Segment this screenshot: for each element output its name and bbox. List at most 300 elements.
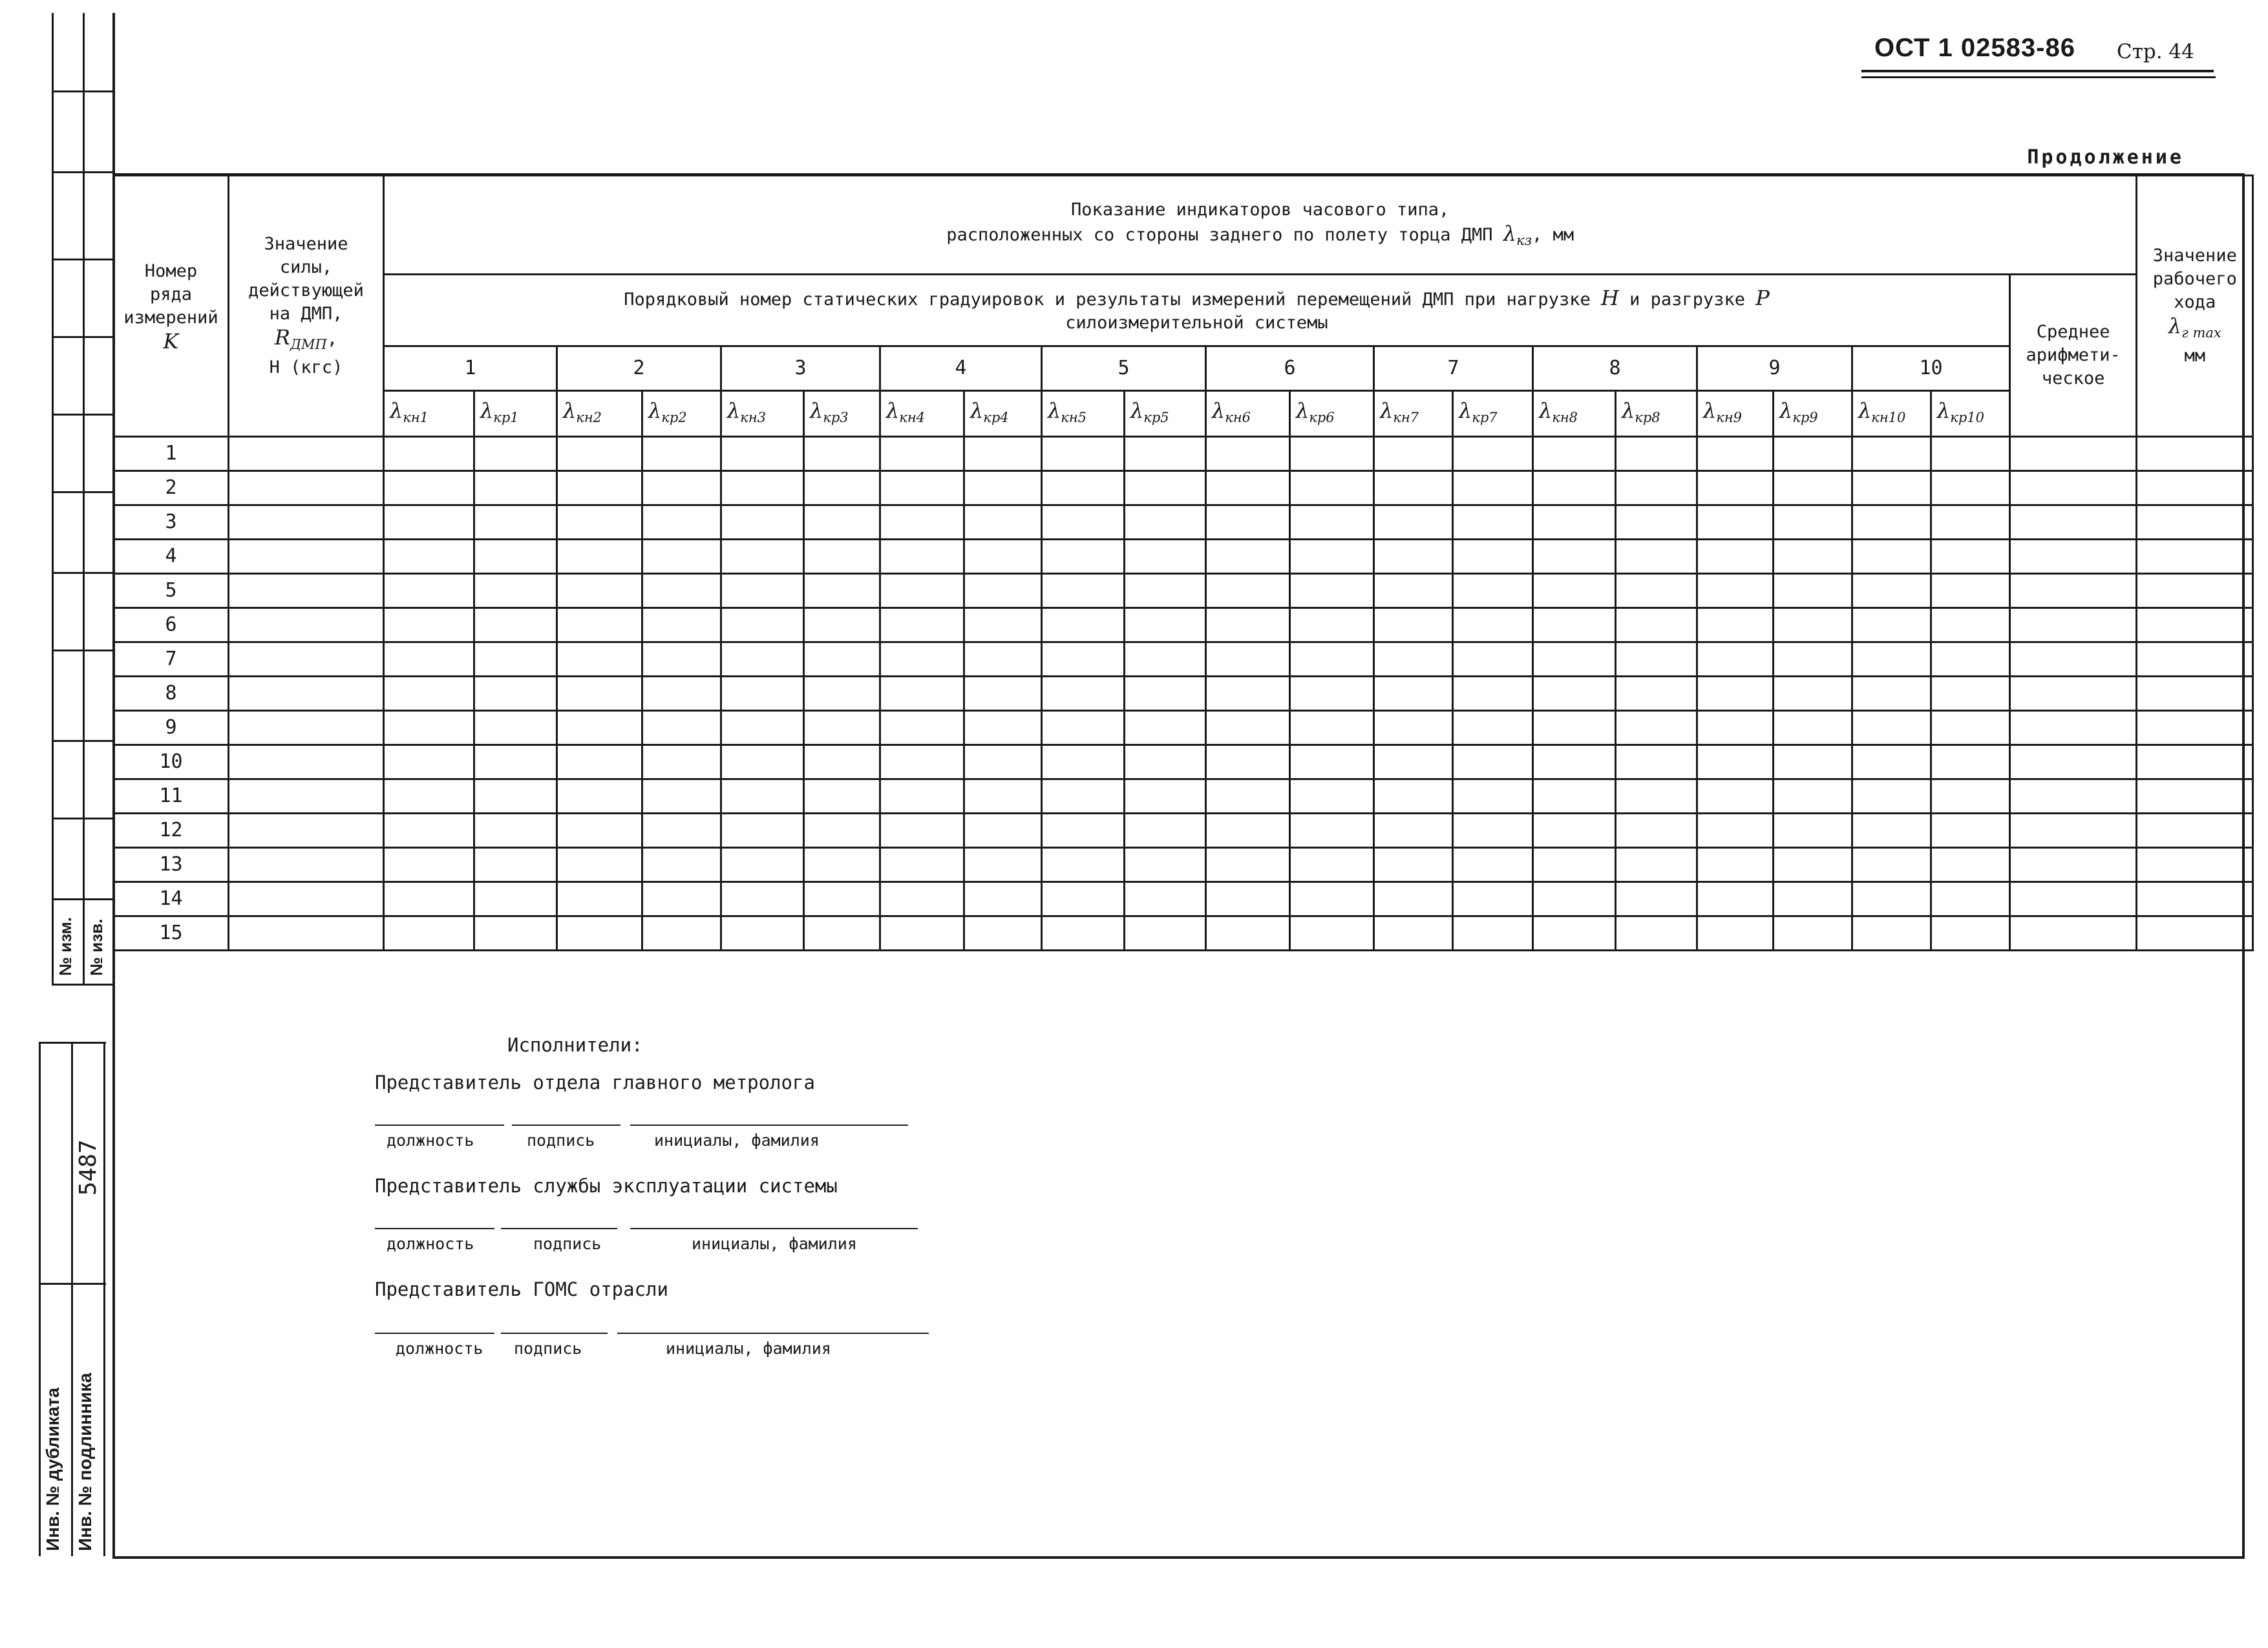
value-cell[interactable] [474, 779, 557, 814]
value-cell[interactable] [1533, 916, 1616, 951]
value-cell[interactable] [557, 745, 642, 779]
value-cell[interactable] [1616, 642, 1697, 677]
value-cell[interactable] [1125, 848, 1206, 882]
value-cell[interactable] [229, 711, 384, 745]
value-cell[interactable] [1697, 677, 1774, 711]
value-cell[interactable] [2010, 437, 2137, 471]
value-cell[interactable] [557, 882, 642, 916]
value-cell[interactable] [642, 848, 721, 882]
value-cell[interactable] [964, 779, 1042, 814]
value-cell[interactable] [1042, 505, 1125, 540]
value-cell[interactable] [557, 437, 642, 471]
value-cell[interactable] [1042, 574, 1125, 608]
value-cell[interactable] [1374, 677, 1453, 711]
value-cell[interactable] [2010, 882, 2137, 916]
value-cell[interactable] [1453, 916, 1533, 951]
value-cell[interactable] [642, 814, 721, 848]
value-cell[interactable] [1697, 916, 1774, 951]
value-cell[interactable] [1931, 779, 2010, 814]
value-cell[interactable] [1290, 608, 1374, 642]
value-cell[interactable] [721, 916, 804, 951]
value-cell[interactable] [1290, 642, 1374, 677]
value-cell[interactable] [1374, 642, 1453, 677]
value-cell[interactable] [964, 711, 1042, 745]
value-cell[interactable] [557, 608, 642, 642]
value-cell[interactable] [642, 711, 721, 745]
value-cell[interactable] [804, 505, 880, 540]
value-cell[interactable] [1931, 471, 2010, 505]
value-cell[interactable] [880, 916, 964, 951]
value-cell[interactable] [474, 882, 557, 916]
value-cell[interactable] [1697, 437, 1774, 471]
value-cell[interactable] [474, 848, 557, 882]
value-cell[interactable] [1697, 711, 1774, 745]
value-cell[interactable] [2010, 540, 2137, 574]
value-cell[interactable] [880, 814, 964, 848]
value-cell[interactable] [1533, 471, 1616, 505]
value-cell[interactable] [642, 779, 721, 814]
value-cell[interactable] [1042, 711, 1125, 745]
value-cell[interactable] [1616, 916, 1697, 951]
value-cell[interactable] [1697, 540, 1774, 574]
value-cell[interactable] [1453, 574, 1533, 608]
value-cell[interactable] [1697, 882, 1774, 916]
value-cell[interactable] [474, 711, 557, 745]
value-cell[interactable] [474, 574, 557, 608]
value-cell[interactable] [964, 505, 1042, 540]
value-cell[interactable] [1774, 814, 1852, 848]
value-cell[interactable] [804, 814, 880, 848]
value-cell[interactable] [1453, 814, 1533, 848]
value-cell[interactable] [1042, 779, 1125, 814]
value-cell[interactable] [1616, 505, 1697, 540]
value-cell[interactable] [1374, 745, 1453, 779]
value-cell[interactable] [557, 471, 642, 505]
value-cell[interactable] [229, 882, 384, 916]
value-cell[interactable] [1697, 505, 1774, 540]
value-cell[interactable] [880, 505, 964, 540]
value-cell[interactable] [557, 848, 642, 882]
value-cell[interactable] [1290, 745, 1374, 779]
value-cell[interactable] [557, 505, 642, 540]
value-cell[interactable] [804, 642, 880, 677]
value-cell[interactable] [557, 779, 642, 814]
value-cell[interactable] [964, 745, 1042, 779]
value-cell[interactable] [1453, 505, 1533, 540]
value-cell[interactable] [384, 642, 474, 677]
value-cell[interactable] [721, 677, 804, 711]
value-cell[interactable] [804, 677, 880, 711]
value-cell[interactable] [721, 540, 804, 574]
value-cell[interactable] [1697, 471, 1774, 505]
value-cell[interactable] [229, 642, 384, 677]
value-cell[interactable] [229, 437, 384, 471]
value-cell[interactable] [2137, 437, 2253, 471]
value-cell[interactable] [964, 642, 1042, 677]
value-cell[interactable] [2137, 574, 2253, 608]
value-cell[interactable] [1453, 471, 1533, 505]
value-cell[interactable] [880, 745, 964, 779]
value-cell[interactable] [880, 608, 964, 642]
value-cell[interactable] [1852, 814, 1931, 848]
value-cell[interactable] [2137, 505, 2253, 540]
value-cell[interactable] [1453, 745, 1533, 779]
value-cell[interactable] [1697, 814, 1774, 848]
value-cell[interactable] [1290, 540, 1374, 574]
value-cell[interactable] [1774, 882, 1852, 916]
value-cell[interactable] [1206, 848, 1290, 882]
value-cell[interactable] [1206, 779, 1290, 814]
value-cell[interactable] [1931, 848, 2010, 882]
value-cell[interactable] [1206, 882, 1290, 916]
value-cell[interactable] [1616, 677, 1697, 711]
value-cell[interactable] [880, 574, 964, 608]
value-cell[interactable] [1125, 745, 1206, 779]
value-cell[interactable] [1774, 916, 1852, 951]
value-cell[interactable] [1931, 916, 2010, 951]
value-cell[interactable] [1453, 608, 1533, 642]
value-cell[interactable] [2010, 814, 2137, 848]
value-cell[interactable] [1533, 711, 1616, 745]
value-cell[interactable] [804, 574, 880, 608]
value-cell[interactable] [1125, 779, 1206, 814]
value-cell[interactable] [2137, 642, 2253, 677]
value-cell[interactable] [964, 437, 1042, 471]
value-cell[interactable] [1616, 608, 1697, 642]
value-cell[interactable] [721, 642, 804, 677]
value-cell[interactable] [1852, 540, 1931, 574]
value-cell[interactable] [1697, 574, 1774, 608]
value-cell[interactable] [229, 814, 384, 848]
value-cell[interactable] [1616, 711, 1697, 745]
value-cell[interactable] [1697, 608, 1774, 642]
value-cell[interactable] [642, 745, 721, 779]
value-cell[interactable] [804, 848, 880, 882]
value-cell[interactable] [1774, 677, 1852, 711]
value-cell[interactable] [1533, 642, 1616, 677]
value-cell[interactable] [557, 540, 642, 574]
value-cell[interactable] [1852, 745, 1931, 779]
value-cell[interactable] [557, 574, 642, 608]
value-cell[interactable] [1290, 574, 1374, 608]
value-cell[interactable] [1374, 916, 1453, 951]
value-cell[interactable] [2137, 882, 2253, 916]
value-cell[interactable] [1374, 779, 1453, 814]
value-cell[interactable] [1206, 437, 1290, 471]
value-cell[interactable] [474, 471, 557, 505]
value-cell[interactable] [1042, 471, 1125, 505]
value-cell[interactable] [880, 677, 964, 711]
value-cell[interactable] [1852, 471, 1931, 505]
value-cell[interactable] [557, 677, 642, 711]
value-cell[interactable] [229, 745, 384, 779]
value-cell[interactable] [1290, 779, 1374, 814]
value-cell[interactable] [880, 779, 964, 814]
value-cell[interactable] [1042, 916, 1125, 951]
value-cell[interactable] [2137, 711, 2253, 745]
value-cell[interactable] [229, 505, 384, 540]
value-cell[interactable] [229, 848, 384, 882]
value-cell[interactable] [804, 471, 880, 505]
value-cell[interactable] [474, 916, 557, 951]
value-cell[interactable] [1125, 677, 1206, 711]
value-cell[interactable] [1616, 471, 1697, 505]
value-cell[interactable] [880, 471, 964, 505]
value-cell[interactable] [721, 471, 804, 505]
value-cell[interactable] [1616, 882, 1697, 916]
value-cell[interactable] [2010, 677, 2137, 711]
value-cell[interactable] [1125, 882, 1206, 916]
value-cell[interactable] [1852, 437, 1931, 471]
value-cell[interactable] [721, 574, 804, 608]
value-cell[interactable] [1774, 642, 1852, 677]
value-cell[interactable] [880, 882, 964, 916]
value-cell[interactable] [384, 505, 474, 540]
value-cell[interactable] [384, 574, 474, 608]
value-cell[interactable] [721, 745, 804, 779]
value-cell[interactable] [1374, 471, 1453, 505]
value-cell[interactable] [1774, 471, 1852, 505]
value-cell[interactable] [804, 916, 880, 951]
value-cell[interactable] [1042, 437, 1125, 471]
value-cell[interactable] [229, 677, 384, 711]
value-cell[interactable] [1374, 814, 1453, 848]
value-cell[interactable] [1616, 574, 1697, 608]
value-cell[interactable] [721, 608, 804, 642]
value-cell[interactable] [229, 471, 384, 505]
value-cell[interactable] [721, 882, 804, 916]
value-cell[interactable] [2137, 814, 2253, 848]
value-cell[interactable] [880, 437, 964, 471]
value-cell[interactable] [721, 779, 804, 814]
value-cell[interactable] [384, 608, 474, 642]
value-cell[interactable] [1533, 574, 1616, 608]
value-cell[interactable] [1852, 574, 1931, 608]
value-cell[interactable] [1042, 745, 1125, 779]
value-cell[interactable] [642, 677, 721, 711]
value-cell[interactable] [1453, 437, 1533, 471]
value-cell[interactable] [229, 574, 384, 608]
value-cell[interactable] [1453, 882, 1533, 916]
value-cell[interactable] [964, 848, 1042, 882]
value-cell[interactable] [1774, 711, 1852, 745]
value-cell[interactable] [474, 642, 557, 677]
value-cell[interactable] [557, 814, 642, 848]
value-cell[interactable] [804, 437, 880, 471]
value-cell[interactable] [1852, 848, 1931, 882]
value-cell[interactable] [1931, 540, 2010, 574]
value-cell[interactable] [1697, 848, 1774, 882]
value-cell[interactable] [1042, 882, 1125, 916]
value-cell[interactable] [1697, 745, 1774, 779]
value-cell[interactable] [1206, 745, 1290, 779]
value-cell[interactable] [1852, 882, 1931, 916]
value-cell[interactable] [1931, 574, 2010, 608]
value-cell[interactable] [1533, 848, 1616, 882]
value-cell[interactable] [964, 677, 1042, 711]
value-cell[interactable] [721, 437, 804, 471]
value-cell[interactable] [804, 882, 880, 916]
value-cell[interactable] [721, 848, 804, 882]
value-cell[interactable] [1852, 916, 1931, 951]
value-cell[interactable] [1374, 608, 1453, 642]
value-cell[interactable] [1774, 437, 1852, 471]
value-cell[interactable] [474, 814, 557, 848]
value-cell[interactable] [1931, 677, 2010, 711]
value-cell[interactable] [1206, 916, 1290, 951]
value-cell[interactable] [2010, 916, 2137, 951]
value-cell[interactable] [1125, 608, 1206, 642]
value-cell[interactable] [1616, 745, 1697, 779]
value-cell[interactable] [557, 711, 642, 745]
value-cell[interactable] [557, 642, 642, 677]
value-cell[interactable] [1852, 608, 1931, 642]
value-cell[interactable] [1453, 642, 1533, 677]
value-cell[interactable] [642, 574, 721, 608]
value-cell[interactable] [1774, 608, 1852, 642]
value-cell[interactable] [229, 779, 384, 814]
value-cell[interactable] [2137, 916, 2253, 951]
value-cell[interactable] [1931, 711, 2010, 745]
value-cell[interactable] [474, 608, 557, 642]
value-cell[interactable] [1206, 608, 1290, 642]
value-cell[interactable] [964, 471, 1042, 505]
value-cell[interactable] [474, 745, 557, 779]
value-cell[interactable] [1290, 814, 1374, 848]
value-cell[interactable] [1616, 540, 1697, 574]
value-cell[interactable] [880, 642, 964, 677]
value-cell[interactable] [1774, 848, 1852, 882]
value-cell[interactable] [1374, 437, 1453, 471]
value-cell[interactable] [1931, 814, 2010, 848]
value-cell[interactable] [1042, 814, 1125, 848]
value-cell[interactable] [1774, 505, 1852, 540]
value-cell[interactable] [804, 745, 880, 779]
value-cell[interactable] [1453, 677, 1533, 711]
value-cell[interactable] [1533, 814, 1616, 848]
value-cell[interactable] [1290, 505, 1374, 540]
value-cell[interactable] [2010, 711, 2137, 745]
value-cell[interactable] [1125, 437, 1206, 471]
value-cell[interactable] [474, 540, 557, 574]
value-cell[interactable] [880, 711, 964, 745]
value-cell[interactable] [1697, 642, 1774, 677]
value-cell[interactable] [474, 505, 557, 540]
value-cell[interactable] [804, 540, 880, 574]
value-cell[interactable] [1931, 437, 2010, 471]
value-cell[interactable] [2010, 608, 2137, 642]
value-cell[interactable] [880, 848, 964, 882]
value-cell[interactable] [1206, 642, 1290, 677]
value-cell[interactable] [1374, 711, 1453, 745]
value-cell[interactable] [1042, 608, 1125, 642]
value-cell[interactable] [1290, 677, 1374, 711]
value-cell[interactable] [642, 471, 721, 505]
value-cell[interactable] [1042, 642, 1125, 677]
value-cell[interactable] [721, 814, 804, 848]
value-cell[interactable] [1533, 677, 1616, 711]
value-cell[interactable] [2010, 505, 2137, 540]
value-cell[interactable] [1290, 848, 1374, 882]
value-cell[interactable] [1125, 642, 1206, 677]
value-cell[interactable] [721, 711, 804, 745]
value-cell[interactable] [1852, 779, 1931, 814]
value-cell[interactable] [2010, 848, 2137, 882]
value-cell[interactable] [642, 505, 721, 540]
value-cell[interactable] [1042, 540, 1125, 574]
value-cell[interactable] [642, 642, 721, 677]
value-cell[interactable] [1290, 882, 1374, 916]
value-cell[interactable] [2010, 745, 2137, 779]
value-cell[interactable] [1125, 540, 1206, 574]
value-cell[interactable] [384, 471, 474, 505]
value-cell[interactable] [1206, 471, 1290, 505]
value-cell[interactable] [384, 745, 474, 779]
value-cell[interactable] [384, 814, 474, 848]
value-cell[interactable] [964, 882, 1042, 916]
value-cell[interactable] [2010, 574, 2137, 608]
value-cell[interactable] [1616, 779, 1697, 814]
value-cell[interactable] [474, 677, 557, 711]
value-cell[interactable] [384, 540, 474, 574]
value-cell[interactable] [1533, 540, 1616, 574]
value-cell[interactable] [384, 437, 474, 471]
value-cell[interactable] [1125, 814, 1206, 848]
value-cell[interactable] [1533, 779, 1616, 814]
value-cell[interactable] [1774, 574, 1852, 608]
value-cell[interactable] [1290, 437, 1374, 471]
value-cell[interactable] [384, 848, 474, 882]
value-cell[interactable] [1533, 505, 1616, 540]
value-cell[interactable] [1125, 471, 1206, 505]
value-cell[interactable] [642, 540, 721, 574]
value-cell[interactable] [2137, 779, 2253, 814]
value-cell[interactable] [1616, 437, 1697, 471]
value-cell[interactable] [2137, 848, 2253, 882]
value-cell[interactable] [1374, 574, 1453, 608]
value-cell[interactable] [1206, 814, 1290, 848]
value-cell[interactable] [229, 916, 384, 951]
value-cell[interactable] [1374, 882, 1453, 916]
value-cell[interactable] [1852, 711, 1931, 745]
value-cell[interactable] [1042, 848, 1125, 882]
value-cell[interactable] [1774, 779, 1852, 814]
value-cell[interactable] [1774, 540, 1852, 574]
value-cell[interactable] [642, 882, 721, 916]
value-cell[interactable] [1931, 505, 2010, 540]
value-cell[interactable] [804, 711, 880, 745]
value-cell[interactable] [1290, 471, 1374, 505]
value-cell[interactable] [804, 779, 880, 814]
value-cell[interactable] [642, 437, 721, 471]
value-cell[interactable] [1125, 574, 1206, 608]
value-cell[interactable] [1290, 711, 1374, 745]
value-cell[interactable] [1931, 745, 2010, 779]
value-cell[interactable] [1290, 916, 1374, 951]
value-cell[interactable] [1206, 677, 1290, 711]
value-cell[interactable] [1931, 642, 2010, 677]
value-cell[interactable] [229, 540, 384, 574]
value-cell[interactable] [1206, 574, 1290, 608]
value-cell[interactable] [1616, 814, 1697, 848]
value-cell[interactable] [2137, 608, 2253, 642]
value-cell[interactable] [1374, 505, 1453, 540]
value-cell[interactable] [1374, 540, 1453, 574]
value-cell[interactable] [2137, 540, 2253, 574]
value-cell[interactable] [1852, 677, 1931, 711]
value-cell[interactable] [384, 677, 474, 711]
value-cell[interactable] [1533, 608, 1616, 642]
